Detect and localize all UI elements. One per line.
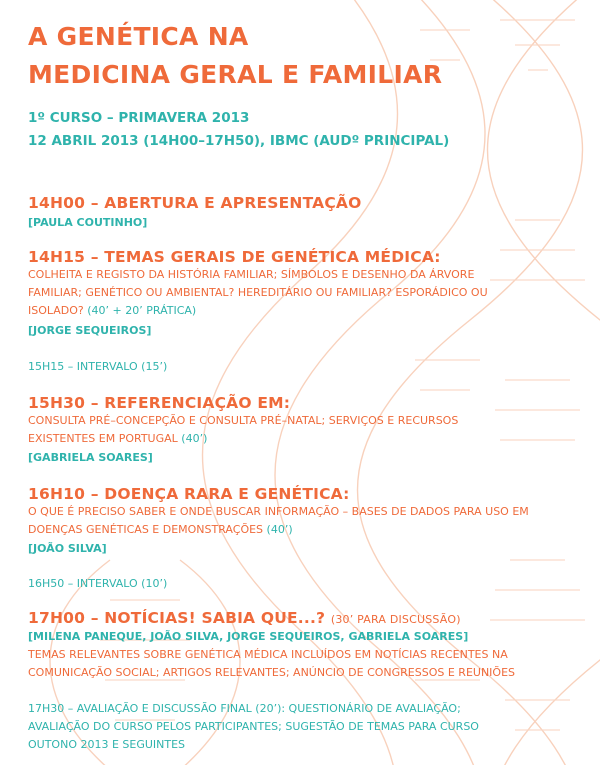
session-rare-disease-speaker: [JOÃO SILVA] bbox=[28, 542, 107, 555]
description-line: EXISTENTES EM PORTUGAL (40’) bbox=[28, 432, 208, 445]
description-line: FAMILIAR; GENÉTICO OU AMBIENTAL? HEREDITÁRIO OU FAMILIAR? ESPORÁDICO OU bbox=[28, 286, 488, 299]
session-general-themes-description bbox=[28, 266, 583, 320]
session-duration: (40’ + 20’ PRÁTICA) bbox=[87, 304, 197, 317]
final-line: AVALIAÇÃO DO CURSO PELOS PARTICIPANTES; SUGESTÃO DE TEMAS PARA CURSO bbox=[28, 720, 479, 733]
session-news-note: (30’ PARA DISCUSSÃO) bbox=[330, 613, 461, 626]
session-opening-speaker: [PAULA COUTINHO] bbox=[28, 216, 148, 229]
title-line-2: MEDICINA GERAL E FAMILIAR bbox=[28, 60, 443, 89]
interval-2: 16H50 – INTERVALO (10’) bbox=[28, 577, 168, 590]
session-opening-heading: 14H00 – ABERTURA E APRESENTAÇÃO bbox=[28, 194, 362, 212]
session-rare-disease-heading: 16H10 – DOENÇA RARA E GENÉTICA: bbox=[28, 485, 350, 503]
session-rare-disease-description bbox=[28, 503, 583, 539]
description-line: COMUNICAÇÃO SOCIAL; ARTIGOS RELEVANTES; ANÚNCIO DE CONGRESSOS E REUNIÕES bbox=[28, 666, 516, 679]
session-news-speakers: [MILENA PANEQUE, JOÃO SILVA, JORGE SEQUEIROS, GABRIELA SOARES] bbox=[28, 630, 469, 643]
session-news-heading: 17H00 – NOTÍCIAS! SABIA QUE...? (30’ PARA DISCUSSÃO) bbox=[28, 609, 461, 627]
final-evaluation bbox=[28, 700, 588, 754]
session-duration: (40’) bbox=[266, 523, 293, 536]
page-title bbox=[28, 18, 442, 94]
final-line: 17H30 – AVALIAÇÃO E DISCUSSÃO FINAL (20’): QUESTIONÁRIO DE AVALIAÇÃO; bbox=[28, 702, 461, 715]
title-line-1: A GENÉTICA NA bbox=[28, 22, 249, 51]
description-line: DOENÇAS GENÉTICAS E DEMONSTRAÇÕES (40’) bbox=[28, 523, 293, 536]
session-referral-description bbox=[28, 412, 583, 448]
course-datetime: 12 ABRIL 2013 (14H00–17H50), IBMC (AUDº PRINCIPAL) bbox=[28, 133, 450, 149]
course-edition: 1º CURSO – PRIMAVERA 2013 bbox=[28, 110, 250, 126]
interval-1: 15H15 – INTERVALO (15’) bbox=[28, 360, 168, 373]
session-duration: (40’) bbox=[181, 432, 208, 445]
session-general-themes-speaker: [JORGE SEQUEIROS] bbox=[28, 324, 152, 337]
description-line: O QUE É PRECISO SABER E ONDE BUSCAR INFORMAÇÃO – BASES DE DADOS PARA USO EM bbox=[28, 505, 529, 518]
description-line: CONSULTA PRÉ–CONCEPÇÃO E CONSULTA PRÉ–NATAL; SERVIÇOS E RECURSOS bbox=[28, 414, 459, 427]
session-general-themes-heading: 14H15 – TEMAS GERAIS DE GENÉTICA MÉDICA: bbox=[28, 248, 441, 266]
description-line: COLHEITA E REGISTO DA HISTÓRIA FAMILIAR; SÍMBOLOS E DESENHO DA ÁRVORE bbox=[28, 268, 475, 281]
description-line: TEMAS RELEVANTES SOBRE GENÉTICA MÉDICA INCLUÍDOS EM NOTÍCIAS RECENTES NA bbox=[28, 648, 508, 661]
final-line: OUTONO 2013 E SEGUINTES bbox=[28, 738, 186, 751]
session-news-description bbox=[28, 646, 583, 682]
session-referral-speaker: [GABRIELA SOARES] bbox=[28, 451, 153, 464]
description-line: ISOLADO? (40’ + 20’ PRÁTICA) bbox=[28, 304, 197, 317]
session-referral-heading: 15H30 – REFERENCIAÇÃO EM: bbox=[28, 394, 291, 412]
